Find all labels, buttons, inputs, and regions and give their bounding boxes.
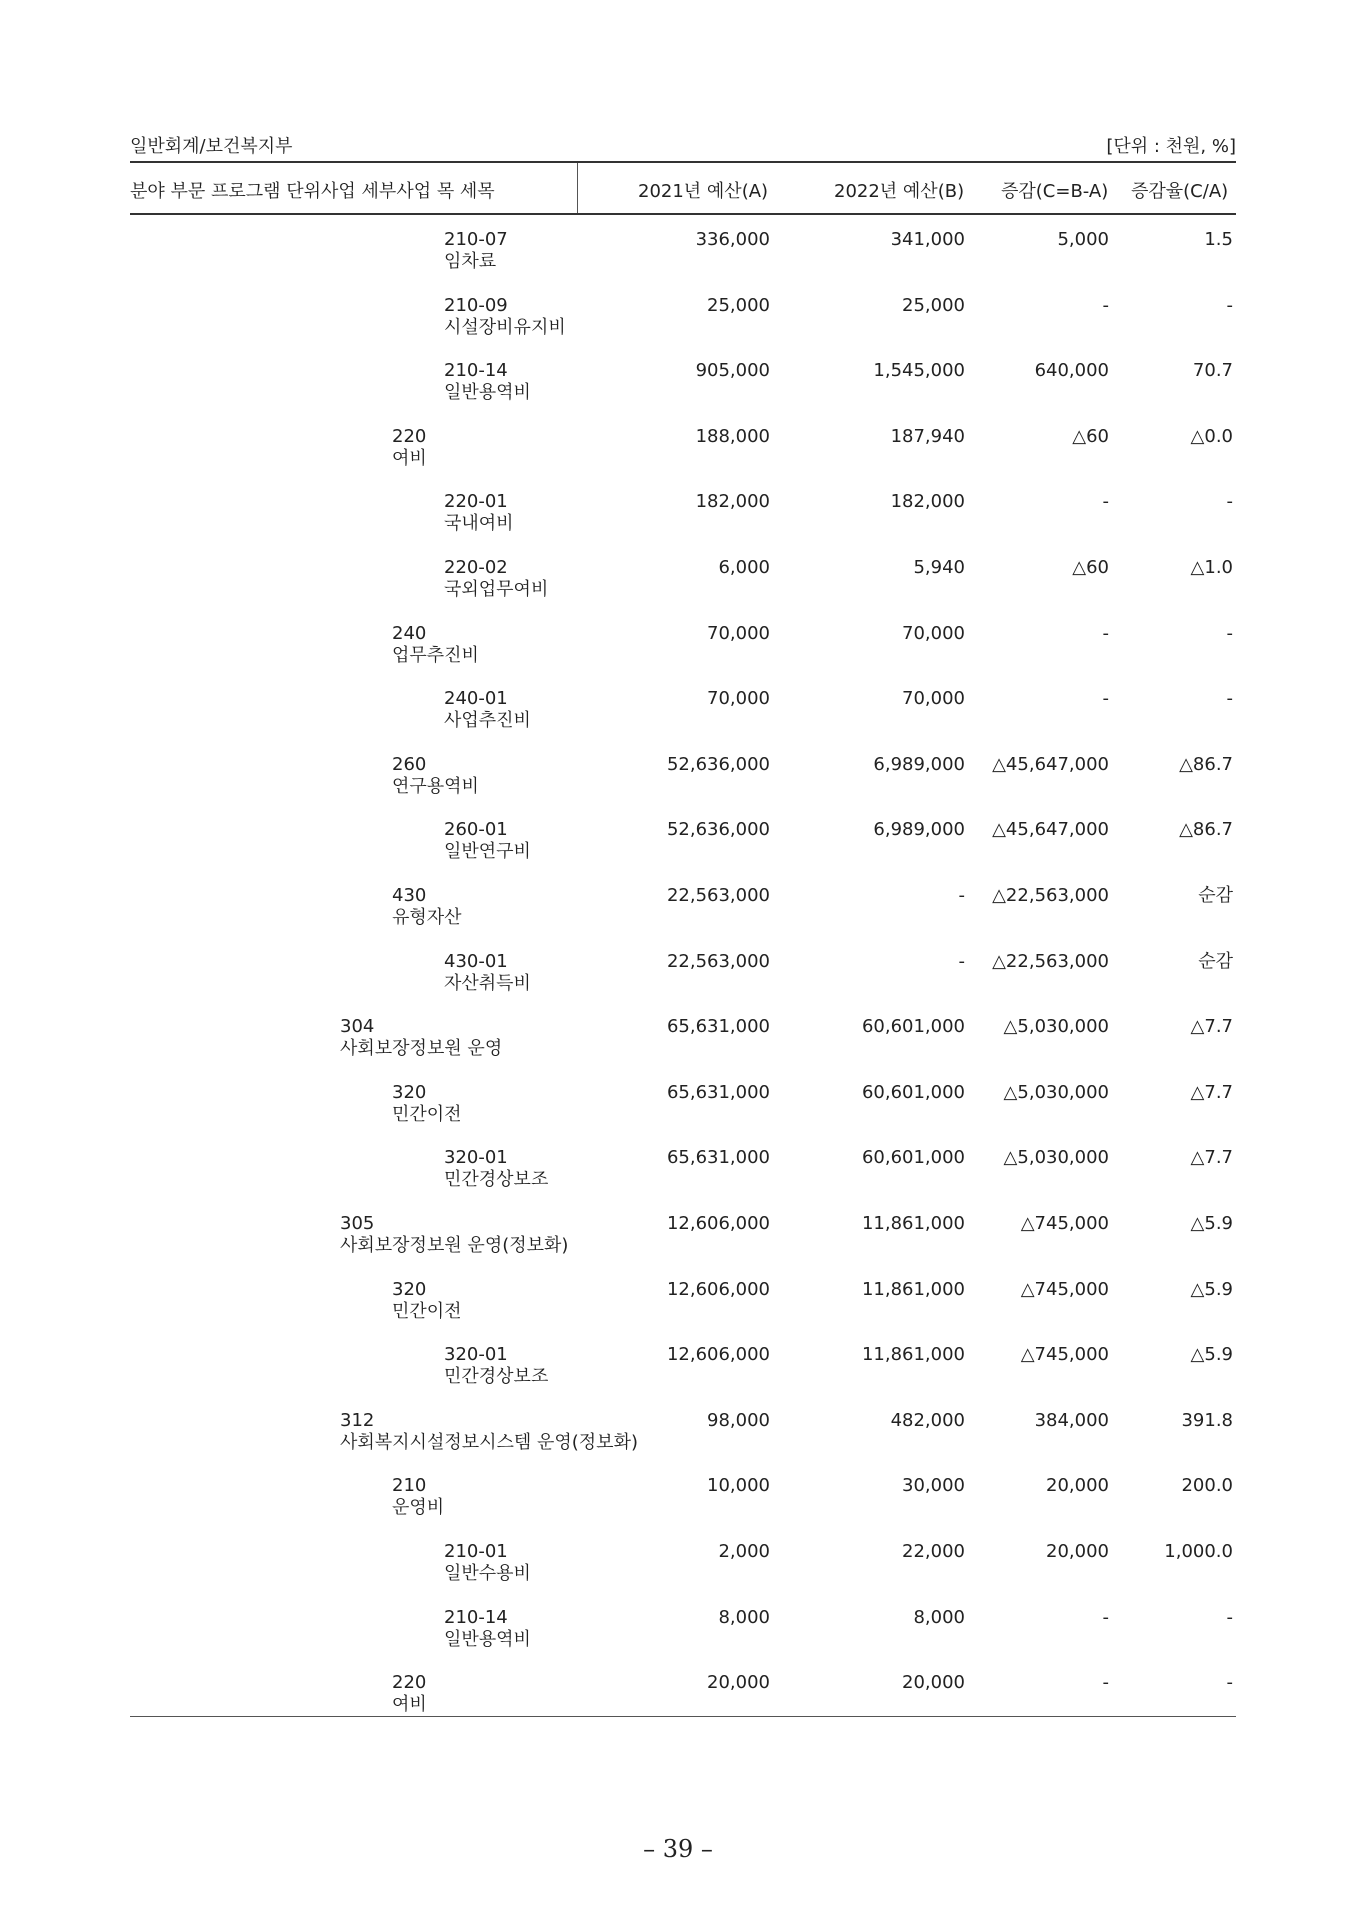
budget-2022-cell: 482,000 bbox=[890, 1409, 965, 1431]
change-rate-cell: - bbox=[1226, 1672, 1233, 1694]
budget-2021-cell: 6,000 bbox=[718, 557, 770, 578]
item-name: 업무추진비 bbox=[392, 644, 479, 666]
change-rate-cell: △86.7 bbox=[1179, 753, 1233, 775]
item-code: 320 bbox=[392, 1081, 427, 1103]
change-cell: △60 bbox=[1072, 557, 1109, 578]
change-cell: △745,000 bbox=[1020, 1344, 1109, 1366]
change-cell: - bbox=[1102, 622, 1109, 644]
budget-2022-cell: 11,861,000 bbox=[861, 1213, 965, 1234]
budget-2021-cell: 70,000 bbox=[707, 622, 770, 644]
table-header-rule bbox=[130, 213, 1236, 215]
table-row bbox=[0, 1148, 1356, 1214]
budget-2021-cell: 336,000 bbox=[695, 229, 770, 250]
item-code: 312 bbox=[340, 1409, 375, 1431]
table-row bbox=[0, 886, 1356, 952]
change-rate-cell: 200.0 bbox=[1181, 1475, 1233, 1497]
table-row bbox=[0, 1476, 1356, 1542]
budget-2022-cell: 20,000 bbox=[902, 1672, 965, 1694]
change-rate-cell: 391.8 bbox=[1181, 1409, 1233, 1431]
budget-2021-cell: 52,636,000 bbox=[666, 753, 770, 775]
item-name: 일반수용비 bbox=[444, 1563, 531, 1584]
change-rate-cell: △7.7 bbox=[1190, 1016, 1233, 1038]
item-name: 일반용역비 bbox=[444, 1628, 531, 1650]
table-row bbox=[0, 689, 1356, 755]
table-row bbox=[0, 755, 1356, 821]
budget-2021-cell: 70,000 bbox=[707, 688, 770, 710]
item-code: 260-01 bbox=[444, 819, 508, 841]
item-name: 국내여비 bbox=[444, 513, 514, 535]
item-code: 210-09 bbox=[444, 294, 508, 316]
item-code: 320-01 bbox=[444, 1344, 508, 1366]
item-name: 사회보장정보원 운영 bbox=[340, 1038, 503, 1060]
change-rate-cell: △1.0 bbox=[1190, 557, 1233, 578]
change-cell: △45,647,000 bbox=[992, 753, 1109, 775]
table-row bbox=[0, 492, 1356, 558]
budget-2022-cell: 182,000 bbox=[890, 491, 965, 513]
change-rate-cell: △5.9 bbox=[1190, 1278, 1233, 1300]
budget-2022-cell: 70,000 bbox=[902, 622, 965, 644]
item-name: 민간이전 bbox=[392, 1300, 462, 1322]
change-rate-cell: △7.7 bbox=[1190, 1147, 1233, 1169]
item-name: 사업추진비 bbox=[444, 710, 531, 732]
change-cell: 5,000 bbox=[1057, 229, 1109, 250]
budget-2021-cell: 905,000 bbox=[695, 360, 770, 382]
change-cell: 20,000 bbox=[1046, 1475, 1109, 1497]
budget-2021-cell: 52,636,000 bbox=[666, 819, 770, 841]
budget-2022-cell: 60,601,000 bbox=[861, 1016, 965, 1038]
budget-2021-cell: 65,631,000 bbox=[666, 1081, 770, 1103]
item-code: 305 bbox=[340, 1213, 375, 1234]
item-code: 210 bbox=[392, 1475, 427, 1497]
budget-2022-cell: 60,601,000 bbox=[861, 1147, 965, 1169]
budget-2022-cell: - bbox=[958, 950, 965, 972]
budget-2021-cell: 10,000 bbox=[707, 1475, 770, 1497]
item-code: 240-01 bbox=[444, 688, 508, 710]
change-cell: △5,030,000 bbox=[1003, 1016, 1109, 1038]
budget-2021-cell: 65,631,000 bbox=[666, 1147, 770, 1169]
change-rate-cell: - bbox=[1226, 1606, 1233, 1628]
item-name: 연구용역비 bbox=[392, 775, 479, 797]
change-rate-cell: 순감 bbox=[1198, 885, 1233, 906]
item-code: 320 bbox=[392, 1278, 427, 1300]
change-cell: - bbox=[1102, 294, 1109, 316]
change-cell: △745,000 bbox=[1020, 1213, 1109, 1234]
table-row bbox=[0, 1673, 1356, 1739]
table-row bbox=[0, 230, 1356, 296]
budget-2021-cell: 182,000 bbox=[695, 491, 770, 513]
table-row bbox=[0, 1345, 1356, 1411]
change-cell: △5,030,000 bbox=[1003, 1147, 1109, 1169]
document-header-left: 일반회계/보건복지부 bbox=[130, 136, 293, 157]
table-row bbox=[0, 1083, 1356, 1149]
item-code: 210-07 bbox=[444, 229, 508, 250]
table-row bbox=[0, 1608, 1356, 1674]
table-top-rule bbox=[130, 161, 1236, 163]
change-cell: - bbox=[1102, 688, 1109, 710]
column-divider bbox=[577, 163, 578, 213]
table-row bbox=[0, 361, 1356, 427]
change-rate-cell: △5.9 bbox=[1190, 1213, 1233, 1234]
unit-note: [단위 : 천원, %] bbox=[1106, 136, 1236, 157]
item-name: 민간경상보조 bbox=[444, 1169, 549, 1191]
change-rate-cell: - bbox=[1226, 491, 1233, 513]
column-header-category: 분야 부문 프로그램 단위사업 세부사업 목 세목 bbox=[130, 181, 495, 202]
item-code: 430-01 bbox=[444, 950, 508, 972]
change-rate-cell: 70.7 bbox=[1192, 360, 1233, 382]
change-rate-cell: △7.7 bbox=[1190, 1081, 1233, 1103]
table-row bbox=[0, 1214, 1356, 1280]
budget-2022-cell: 8,000 bbox=[913, 1606, 965, 1628]
column-header-change: 증감(C=B-A) bbox=[1001, 181, 1109, 202]
budget-2021-cell: 20,000 bbox=[707, 1672, 770, 1694]
item-code: 320-01 bbox=[444, 1147, 508, 1169]
budget-2022-cell: - bbox=[958, 885, 965, 906]
item-name: 자산취득비 bbox=[444, 972, 531, 994]
table-row bbox=[0, 558, 1356, 624]
item-name: 여비 bbox=[392, 447, 427, 469]
budget-2021-cell: 12,606,000 bbox=[666, 1213, 770, 1234]
change-cell: △22,563,000 bbox=[992, 885, 1109, 906]
table-row bbox=[0, 427, 1356, 493]
item-name: 운영비 bbox=[392, 1497, 445, 1519]
change-cell: - bbox=[1102, 491, 1109, 513]
budget-2022-cell: 11,861,000 bbox=[861, 1278, 965, 1300]
item-name: 민간이전 bbox=[392, 1103, 462, 1125]
budget-2021-cell: 98,000 bbox=[707, 1409, 770, 1431]
budget-2021-cell: 12,606,000 bbox=[666, 1278, 770, 1300]
budget-2022-cell: 5,940 bbox=[913, 557, 965, 578]
change-rate-cell: △5.9 bbox=[1190, 1344, 1233, 1366]
table-row bbox=[0, 1017, 1356, 1083]
change-cell: △45,647,000 bbox=[992, 819, 1109, 841]
change-rate-cell: 1.5 bbox=[1204, 229, 1233, 250]
budget-2021-cell: 22,563,000 bbox=[666, 885, 770, 906]
item-code: 210-14 bbox=[444, 1606, 508, 1628]
table-row bbox=[0, 952, 1356, 1018]
table-row bbox=[0, 624, 1356, 690]
budget-2022-cell: 1,545,000 bbox=[873, 360, 965, 382]
item-name: 일반용역비 bbox=[444, 382, 531, 404]
item-name: 여비 bbox=[392, 1694, 427, 1716]
budget-2022-cell: 187,940 bbox=[890, 425, 965, 447]
item-name: 시설장비유지비 bbox=[444, 316, 566, 338]
item-name: 민간경상보조 bbox=[444, 1366, 549, 1388]
change-rate-cell: △0.0 bbox=[1190, 425, 1233, 447]
table-row bbox=[0, 296, 1356, 362]
change-rate-cell: 순감 bbox=[1198, 950, 1233, 972]
change-cell: 640,000 bbox=[1034, 360, 1109, 382]
item-name: 임차료 bbox=[444, 251, 497, 272]
change-rate-cell: △86.7 bbox=[1179, 819, 1233, 841]
item-name: 일반연구비 bbox=[444, 841, 531, 863]
budget-2021-cell: 188,000 bbox=[695, 425, 770, 447]
column-header-budget-2021: 2021년 예산(A) bbox=[638, 181, 769, 202]
budget-2021-cell: 8,000 bbox=[718, 1606, 770, 1628]
item-name: 유형자산 bbox=[392, 907, 462, 928]
column-header-change-rate: 증감율(C/A) bbox=[1131, 181, 1229, 202]
budget-2022-cell: 30,000 bbox=[902, 1475, 965, 1497]
budget-2021-cell: 2,000 bbox=[718, 1541, 770, 1562]
item-code: 220-02 bbox=[444, 557, 508, 578]
item-code: 220 bbox=[392, 1672, 427, 1694]
table-row bbox=[0, 820, 1356, 886]
item-code: 210-14 bbox=[444, 360, 508, 382]
change-rate-cell: - bbox=[1226, 688, 1233, 710]
budget-2022-cell: 25,000 bbox=[902, 294, 965, 316]
change-cell: 20,000 bbox=[1046, 1541, 1109, 1562]
column-header-budget-2022: 2022년 예산(B) bbox=[834, 181, 965, 202]
budget-2022-cell: 6,989,000 bbox=[873, 753, 965, 775]
change-cell: △22,563,000 bbox=[992, 950, 1109, 972]
budget-2022-cell: 6,989,000 bbox=[873, 819, 965, 841]
change-cell: △745,000 bbox=[1020, 1278, 1109, 1300]
budget-2022-cell: 11,861,000 bbox=[861, 1344, 965, 1366]
budget-2022-cell: 22,000 bbox=[902, 1541, 965, 1562]
table-row bbox=[0, 1280, 1356, 1346]
item-code: 304 bbox=[340, 1016, 375, 1038]
item-code: 220 bbox=[392, 425, 427, 447]
item-code: 430 bbox=[392, 885, 427, 906]
budget-2021-cell: 65,631,000 bbox=[666, 1016, 770, 1038]
change-rate-cell: 1,000.0 bbox=[1164, 1541, 1233, 1562]
change-cell: - bbox=[1102, 1606, 1109, 1628]
item-code: 220-01 bbox=[444, 491, 508, 513]
item-name: 사회보장정보원 운영(정보화) bbox=[340, 1235, 569, 1256]
table-bottom-rule bbox=[130, 1716, 1236, 1717]
item-code: 260 bbox=[392, 753, 427, 775]
table-row bbox=[0, 1542, 1356, 1608]
item-code: 240 bbox=[392, 622, 427, 644]
change-cell: - bbox=[1102, 1672, 1109, 1694]
change-rate-cell: - bbox=[1226, 294, 1233, 316]
change-rate-cell: - bbox=[1226, 622, 1233, 644]
change-cell: △60 bbox=[1072, 425, 1109, 447]
budget-2022-cell: 60,601,000 bbox=[861, 1081, 965, 1103]
budget-2021-cell: 22,563,000 bbox=[666, 950, 770, 972]
budget-2022-cell: 341,000 bbox=[890, 229, 965, 250]
table-row bbox=[0, 1411, 1356, 1477]
item-name: 국외업무여비 bbox=[444, 579, 549, 600]
budget-2021-cell: 25,000 bbox=[707, 294, 770, 316]
page-number: – 39 – bbox=[643, 1835, 713, 1863]
change-cell: 384,000 bbox=[1034, 1409, 1109, 1431]
budget-2022-cell: 70,000 bbox=[902, 688, 965, 710]
budget-2021-cell: 12,606,000 bbox=[666, 1344, 770, 1366]
item-name: 사회복지시설정보시스템 운영(정보화) bbox=[340, 1431, 638, 1453]
change-cell: △5,030,000 bbox=[1003, 1081, 1109, 1103]
item-code: 210-01 bbox=[444, 1541, 508, 1562]
